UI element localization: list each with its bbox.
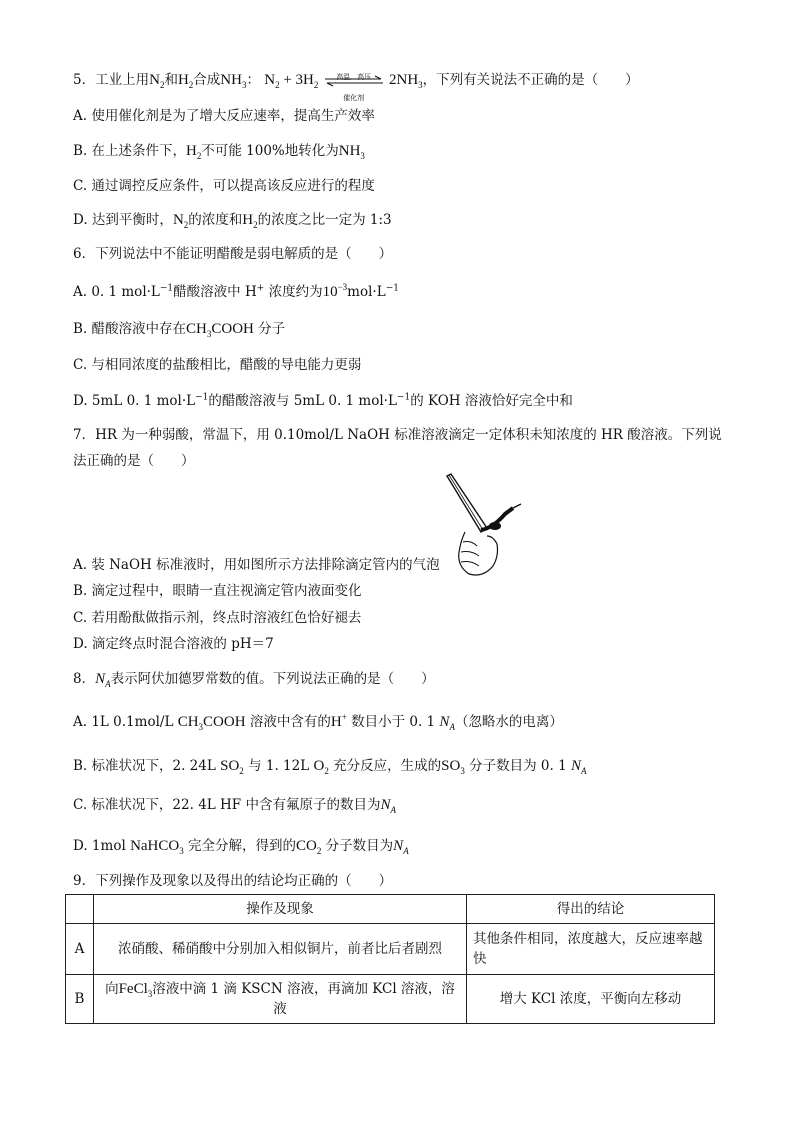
q5-stem: 5．工业上用$N_2$和$H_2$合成$NH_3$： $N_2 + 3H_2$ 高温、高压 催化剂 $2NH_3$，下列有关说法不正确的是（ ）: [73, 72, 639, 102]
q6-option-b: B. 醋酸溶液中存在$CH_3COOH$ 分子: [73, 321, 286, 339]
q7-stem-line1: 7．HR 为一种弱酸，常温下，用 0.10mol/L NaOH 标准溶液滴定一定体积未知浓度的 HR 酸溶液。下列说: [73, 427, 722, 443]
table-header-row: [66, 895, 715, 924]
row-label: A: [66, 924, 94, 975]
header-cell-operation: 操作及现象: [94, 895, 467, 924]
q8-option-c: C. 标准状况下，22. 4L HF 中含有氟原子的数目为$N_A$: [73, 797, 396, 815]
q7-option-d: D. 滴定终点时混合溶液的 pH＝7: [73, 636, 274, 652]
row-conclusion: 增大 KCl 浓度，平衡向左移动: [467, 975, 715, 1024]
q6-option-c: C. 与相同浓度的盐酸相比，醋酸的导电能力更弱: [73, 357, 362, 373]
q7-option-c: C. 若用酚酞做指示剂，终点时溶液红色恰好褪去: [73, 610, 362, 626]
q7-option-a: A. 装 NaOH 标准液时，用如图所示方法排除滴定管内的气泡: [73, 557, 440, 573]
q8-option-a: A. 1L 0.1mol/L $CH_3COOH$ 溶液中含有的H+ 数目小于 0. 1 $N_A$（忽略水的电离）: [73, 712, 563, 732]
header-cell-conclusion: 得出的结论: [467, 895, 715, 924]
q8-option-d: D. 1mol NaHCO$_3$ 完全分解，得到的$CO_2$ 分子数目为$N_A$: [73, 838, 409, 856]
q8-stem: 8．$N_A$表示阿伏加德罗常数的值。下列说法正确的是（ ）: [73, 671, 435, 689]
q5-option-a: A. 使用催化剂是为了增大反应速率，提高生产效率: [73, 108, 375, 124]
header-cell-label: [66, 895, 94, 924]
q7-option-b: B. 滴定过程中，眼睛一直注视滴定管内液面变化: [73, 583, 362, 599]
row-operation: 浓硝酸、稀硝酸中分别加入相似铜片，前者比后者剧烈: [94, 924, 467, 975]
row-operation: 向FeCl$_3$溶液中滴 1 滴 KSCN 溶液，再滴加 KCl 溶液，溶液: [94, 975, 467, 1024]
q9-stem: 9．下列操作及现象以及得出的结论均正确的（ ）: [73, 873, 393, 889]
burette-bubble-removal-figure: [435, 470, 525, 580]
table-row: [66, 975, 715, 1024]
row-conclusion: 其他条件相同，浓度越大，反应速率越快: [467, 924, 715, 975]
row-label: B: [66, 975, 94, 1024]
q8-option-b: B. 标准状况下，2. 24L $SO_2$ 与 1. 12L $O_2$ 充分反应，生成的$SO_3$ 分子数目为 0. 1 $N_A$: [73, 758, 587, 776]
q6-option-a: A. 0. 1 $mol\cdot L^{-1}$醋酸溶液中 H+ 浓度约为$10^{-3}mol\cdot L^{-1}$: [73, 282, 399, 300]
table-row: [66, 924, 715, 975]
q5-option-c: C. 通过调控反应条件，可以提高该反应进行的程度: [73, 178, 375, 194]
q5-equation: $N_2 + 3H_2$: [264, 72, 319, 90]
q7-stem-line2: 法正确的是（ ）: [73, 453, 195, 469]
q6-option-d: D. 5mL 0. 1 $mol\cdot L^{-1}$的醋酸溶液与 5mL 0. 1 $mol\cdot L^{-1}$的 KOH 溶液恰好完全中和: [73, 392, 573, 409]
q6-stem: 6．下列说法中不能证明醋酸是弱电解质的是（ ）: [73, 246, 393, 262]
q9-table: [65, 894, 715, 1024]
q5-option-b: B. 在上述条件下，$H_2$不可能 100%地转化为$NH_3$: [73, 143, 365, 161]
reversible-arrow-icon: 高温、高压 催化剂: [325, 71, 383, 91]
q5-option-d: D. 达到平衡时，$N_2$的浓度和$H_2$的浓度之比一定为 1:3: [73, 212, 392, 230]
